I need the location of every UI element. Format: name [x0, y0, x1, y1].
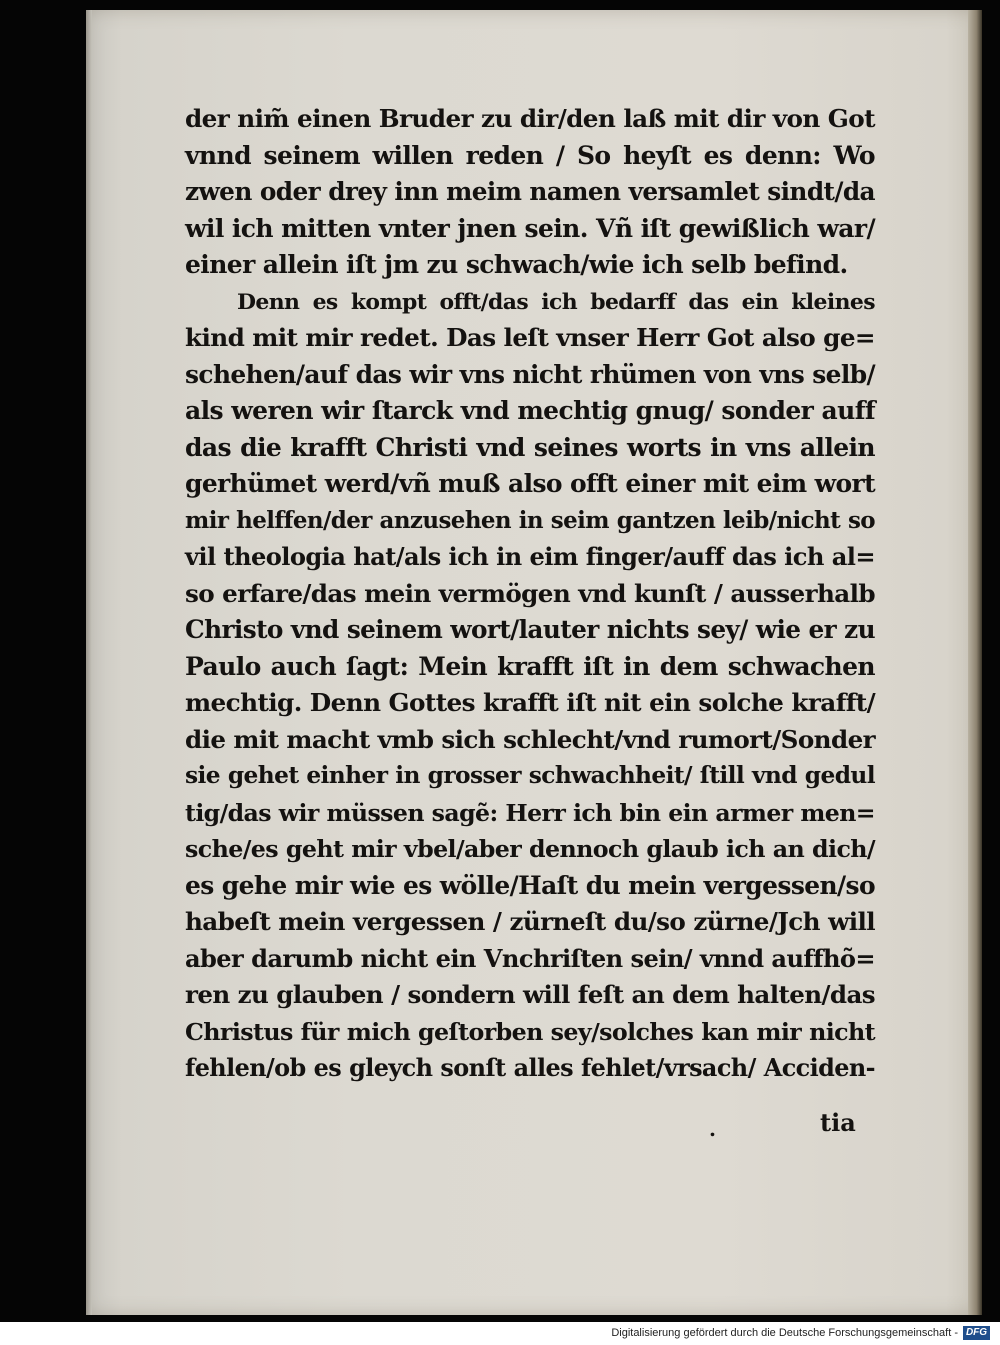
text-line: das die krafft Christi vnd seines worts in vns allein [185, 432, 875, 462]
page-gutter-edge [86, 10, 92, 1315]
text-line: schehen/auf das wir vns nicht rhümen von vns selb/ [185, 359, 875, 389]
text-line: tig/das wir müssen sagẽ: Herr ich bin ein armer men= [185, 798, 875, 827]
text-line: Christo vnd seinem wort/lauter nichts sey/ wie er zu [185, 615, 875, 644]
text-line: es gehe mir wie es wölle/Haſt du mein vergessen/so [185, 870, 875, 900]
text-line: habeſt mein vergessen / zürneſt du/so zürne/Jch will [185, 907, 875, 936]
text-block [185, 101, 875, 1087]
text-line: mechtig. Denn Gottes krafft iſt nit ein solche krafft/ [185, 688, 875, 717]
text-line: sie gehet einher in grosser schwachheit/ ſtill vnd gedul [185, 762, 875, 789]
dfg-logo: DFG [963, 1326, 990, 1340]
text-line: mir helffen/der anzusehen in seim gantzen leib/nicht so [185, 506, 875, 534]
text-line: gerhümet werd/vñ muß also offt einer mit eim wort [185, 469, 875, 498]
signature-mark: . [709, 1117, 716, 1141]
text-line: so erfare/das mein vermögen vnd kunſt / ausserhalb [185, 578, 875, 608]
text-line-paragraph-start: Denn es kompt offt/das ich bedarff das ein kleines [237, 288, 875, 315]
text-line: ren zu glauben / sondern will feſt an dem halten/das [185, 980, 875, 1009]
page-outer-edge [968, 10, 982, 1315]
text-line: fehlen/ob es gleych sonſt alles fehlet/vrsach/ Acciden- [185, 1054, 875, 1082]
funding-credit: Digitalisierung gefördert durch die Deutsche Forschungsgemeinschaft - [611, 1327, 958, 1339]
text-line: kind mit mir redet. Das leſt vnser Herr Got also ge= [185, 323, 875, 352]
text-line: sche/es geht mir vbel/aber dennoch glaub ich an dich/ [185, 835, 875, 863]
text-line: vil theologia hat/als ich in eim finger/auff das ich al= [185, 542, 875, 571]
text-line: aber darumb nicht ein Vnchriſten sein/ vnnd auffhõ= [185, 943, 875, 973]
text-line: wil ich mitten vnter jnen sein. Vñ iſt gewißlich war/ [185, 213, 875, 243]
text-line: Paulo auch ſagt: Mein krafft iſt in dem schwachen [185, 651, 875, 681]
text-line: zwen oder drey inn meim namen versamlet sindt/da [185, 177, 875, 206]
text-line: die mit macht vmb sich schlecht/vnd rumort/Sonder [185, 724, 875, 754]
text-line: Christus für mich geſtorben sey/solches kan mir nicht [185, 1017, 875, 1046]
catchword: tia [820, 1108, 856, 1137]
text-line: einer allein iſt jm zu schwach/wie ich selb befind. [185, 250, 848, 279]
text-line: der nim̃ einen Bruder zu dir/den laß mit dir von Got [185, 104, 875, 133]
text-line: als weren wir ſtarck vnd mechtig gnug/ sonder auff [185, 396, 875, 425]
text-line: vnnd seinem willen reden / So heyſt es denn: Wo [185, 140, 875, 170]
